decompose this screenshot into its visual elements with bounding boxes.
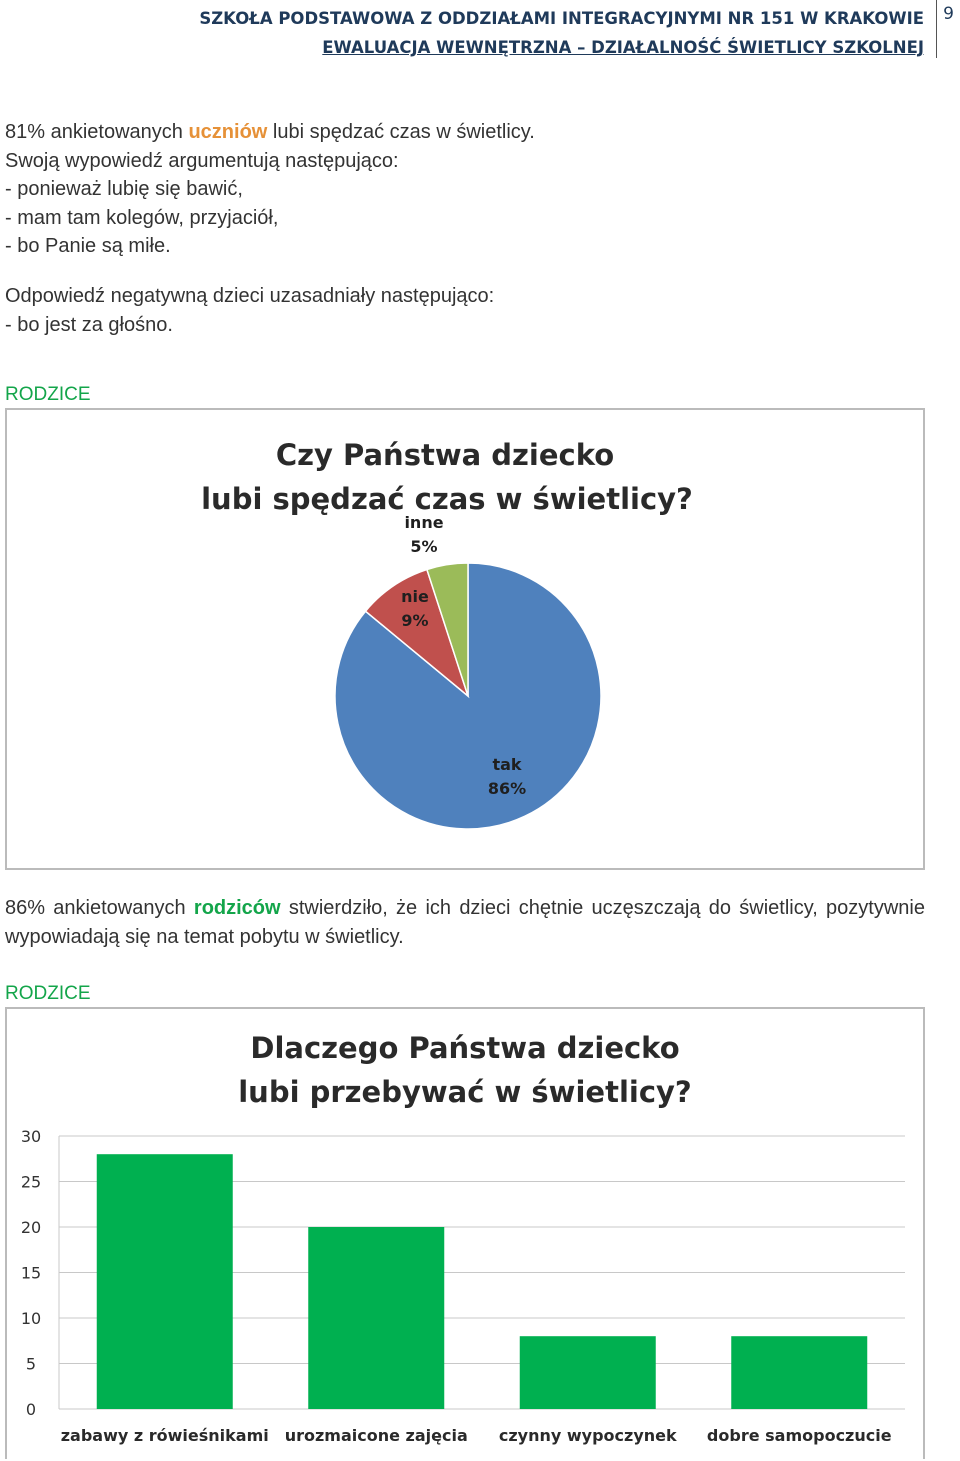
pie-value-inne: 5% [410,537,438,556]
reason-item: - ponieważ lubię się bawić, [5,178,243,200]
bar-1 [308,1227,444,1409]
bar-2 [520,1336,656,1409]
highlight-parents: rodziców [193,897,281,919]
pie-value-tak: 86% [487,779,527,798]
x-category-label: zabawy z rówieśnikami [60,1426,269,1445]
reason-item: - mam tam kolegów, przyjaciół, [5,206,279,229]
parents-summary [5,894,925,951]
negative-item: - bo jest za głośno. [5,313,173,336]
document-subtitle: EWALUACJA WEWNĘTRZNA – DZIAŁALNOŚĆ ŚWIETLICY SZKOLNEJ [322,38,924,57]
negative-intro: Odpowiedź negatywną dzieci uzasadniały następująco: [5,285,495,307]
bar-0 [97,1154,233,1409]
bar-3 [731,1336,867,1409]
summary-text: stwierdziło, że ich dzieci chętnie uczęszczają do świetlicy, pozytywnie wypowiadają się na temat pobytu w świetlicy. [5,897,925,948]
pie-chart-frame [5,408,925,870]
summary-text: 81% ankietowanych [5,121,189,143]
y-tick-label: 5 [25,1354,37,1374]
section-label-parents: RODZICE [5,384,91,405]
y-tick-label: 20 [20,1218,42,1237]
page-number: 9 [936,0,960,58]
pie-chart [7,410,923,868]
page-header [199,4,924,62]
x-category-label: urozmaicone zajęcia [284,1426,468,1445]
pie-label-inne: inne [404,513,444,532]
highlight-students: uczniów [188,121,268,143]
students-paragraph [5,118,535,261]
pie-chart-title-line2: lubi spędzać czas w świetlicy? [201,482,693,516]
reason-intro: Swoją wypowiedź argumentują następująco: [5,149,399,172]
summary-text: 86% ankietowanych [5,897,194,919]
students-summary-line [5,118,535,147]
reason-item: - bo Panie są miłe. [5,235,171,257]
bar-chart [7,1009,923,1461]
x-category-label: czynny wypoczynek [498,1426,677,1445]
section-label-parents-2: RODZICE [5,983,91,1004]
bar-chart-title-line1: Dlaczego Państwa dziecko [250,1031,680,1065]
y-tick-label: 10 [20,1309,42,1328]
summary-text: lubi spędzać czas w świetlicy. [267,121,535,143]
y-tick-label: 15 [20,1263,42,1283]
bar-chart-title-line2: lubi przebywać w świetlicy? [238,1075,692,1109]
y-tick-label: 25 [20,1172,42,1192]
pie-label-nie: nie [401,587,429,606]
bar-chart-frame [5,1007,925,1459]
y-tick-label: 0 [25,1400,37,1419]
x-category-label: dobre samopoczucie [706,1426,892,1445]
school-name: SZKOŁA PODSTAWOWA Z ODDZIAŁAMI INTEGRACYJNYMI NR 151 W KRAKOWIE [199,9,924,28]
pie-chart-title-line1: Czy Państwa dziecko [275,438,615,472]
pie-value-nie: 9% [401,611,429,630]
negative-paragraph [5,282,494,339]
pie-label-tak: tak [492,755,522,774]
y-tick-label: 30 [20,1127,42,1146]
